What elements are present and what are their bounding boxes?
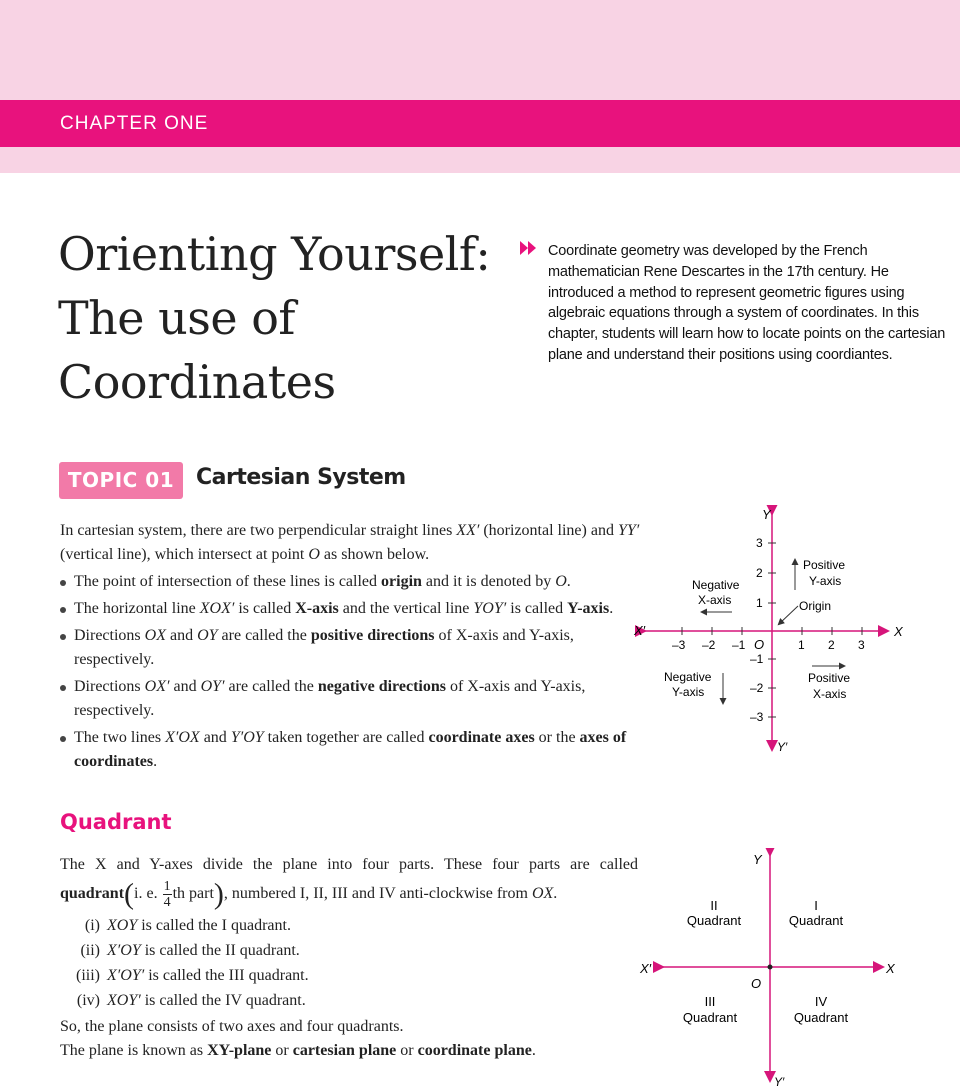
x-prime-label: X′ bbox=[640, 961, 652, 976]
cartesian-intro: In cartesian system, there are two perpendicular straight lines XX′ (horizontal line) and YY′ (vertical line), which intersect at point O as shown below. bbox=[60, 522, 640, 563]
list-item: The point of intersection of these lines is called origin and it is denoted by O. bbox=[60, 570, 640, 594]
origin-pointer bbox=[779, 606, 798, 624]
x-tick-label: –1 bbox=[732, 638, 746, 652]
list-item: The horizontal line XOX′ is called X-axis and the vertical line YOY′ is called Y-axis. bbox=[60, 597, 640, 621]
y-prime-label: Y′ bbox=[774, 1075, 785, 1088]
chapter-title bbox=[58, 222, 528, 414]
top-band bbox=[0, 0, 960, 100]
y-tick-label: 3 bbox=[756, 536, 763, 550]
x-tick-label: –3 bbox=[672, 638, 686, 652]
quadrant-4-label: IV bbox=[814, 994, 828, 1009]
y-tick-label: 1 bbox=[756, 596, 763, 610]
quadrant-4-label: Quadrant bbox=[793, 1010, 849, 1025]
so-line: So, the plane consists of two axes and four quadrants. bbox=[60, 1018, 404, 1035]
x-tick-label: 2 bbox=[828, 638, 835, 652]
y-label: Y bbox=[762, 507, 771, 522]
title-line-2: The use of bbox=[58, 291, 295, 345]
y-label: Y bbox=[753, 852, 762, 867]
x-label: X bbox=[886, 961, 895, 976]
quadrant-2-label: II bbox=[710, 898, 718, 913]
neg-x-label: X-axis bbox=[698, 593, 732, 607]
x-tick-label: –2 bbox=[702, 638, 716, 652]
list-item: (iii) X′OY′ is called the III quadrant. bbox=[76, 967, 309, 984]
origin-callout: Origin bbox=[799, 599, 832, 613]
quadrant-list bbox=[60, 914, 640, 1013]
cartesian-bullets bbox=[60, 570, 640, 774]
quadrant-intro-2: quadrant(i. e. $\frac{1}{4}$ th part), numbered I, II, III and IV anti-clockwise from OX. bbox=[60, 877, 558, 911]
x-prime-label: X′ bbox=[634, 623, 646, 638]
double-chevron-icon bbox=[520, 240, 540, 256]
neg-y-label: Negative bbox=[664, 670, 712, 684]
pos-x-label: Positive bbox=[808, 671, 851, 685]
pos-x-label: X-axis bbox=[813, 687, 847, 701]
quadrant-intro-1: The X and Y-axes divide the plane into four parts. These four parts are called bbox=[60, 856, 638, 873]
list-item: Directions OX and OY are called the positive directions of X-axis and Y-axis, respectively. bbox=[60, 624, 640, 672]
plane-known-line: The plane is known as XY-plane or cartesian plane or coordinate plane. bbox=[60, 1042, 536, 1059]
neg-x-label: Negative bbox=[692, 578, 740, 592]
list-item: (i) XOY is called the I quadrant. bbox=[84, 917, 291, 934]
list-item: Directions OX′ and OY′ are called the negative directions of X-axis and Y-axis, respectively. bbox=[60, 675, 640, 723]
quadrant-1-label: I bbox=[814, 898, 818, 913]
x-tick-label: 3 bbox=[858, 638, 865, 652]
quadrant-3-label: Quadrant bbox=[682, 1010, 738, 1025]
quadrant-2-label: Quadrant bbox=[686, 913, 742, 928]
x-tick-label: 1 bbox=[798, 638, 805, 652]
origin-o-label: O bbox=[751, 976, 762, 991]
fraction: $\frac{1}{4}$ bbox=[163, 879, 171, 910]
chapter-subband bbox=[0, 147, 960, 173]
topic-badge: TOPIC 01 bbox=[59, 462, 183, 499]
y-tick-label: 2 bbox=[756, 566, 763, 580]
list-item: (ii) X′OY is called the II quadrant. bbox=[80, 942, 300, 959]
quadrant-heading: Quadrant bbox=[60, 810, 172, 834]
topic-title: Cartesian System bbox=[196, 465, 406, 490]
quadrant-diagram bbox=[632, 848, 952, 1088]
quadrant-section bbox=[60, 853, 640, 1063]
y-prime-label: Y′ bbox=[777, 740, 788, 754]
y-tick-label: –3 bbox=[750, 710, 764, 724]
cartesian-section bbox=[60, 519, 640, 777]
x-label: X bbox=[894, 624, 903, 639]
y-tick-label: –2 bbox=[750, 681, 764, 695]
title-line-3: Coordinates bbox=[58, 355, 336, 409]
y-tick-label: –1 bbox=[750, 652, 764, 666]
origin-o-label: O bbox=[754, 637, 765, 652]
pos-y-label: Positive bbox=[803, 558, 846, 572]
pos-y-label: Y-axis bbox=[809, 574, 842, 588]
chapter-label: CHAPTER ONE bbox=[60, 113, 209, 134]
quadrant-3-label: III bbox=[704, 994, 716, 1009]
title-line-1: Orienting Yourself: bbox=[58, 227, 491, 281]
quadrant-1-label: Quadrant bbox=[788, 913, 844, 928]
chapter-band bbox=[0, 100, 960, 147]
chapter-intro: Coordinate geometry was developed by the French mathematician Rene Descartes in the 17th century. He introduced a method to represent geometric figures using algebraic equations through a system of coordinates. In this chapter, students will learn how to locate points on the cartesian plane and understand their positions using coordiantes. bbox=[548, 243, 946, 363]
list-item: The two lines X′OX and Y′OY taken together are called coordinate axes or the axes of coordinates. bbox=[60, 726, 640, 774]
origin-dot bbox=[768, 965, 773, 970]
neg-y-label: Y-axis bbox=[672, 685, 705, 699]
cartesian-axes-diagram bbox=[632, 505, 952, 765]
list-item: (iv) XOY′ is called the IV quadrant. bbox=[76, 992, 306, 1009]
